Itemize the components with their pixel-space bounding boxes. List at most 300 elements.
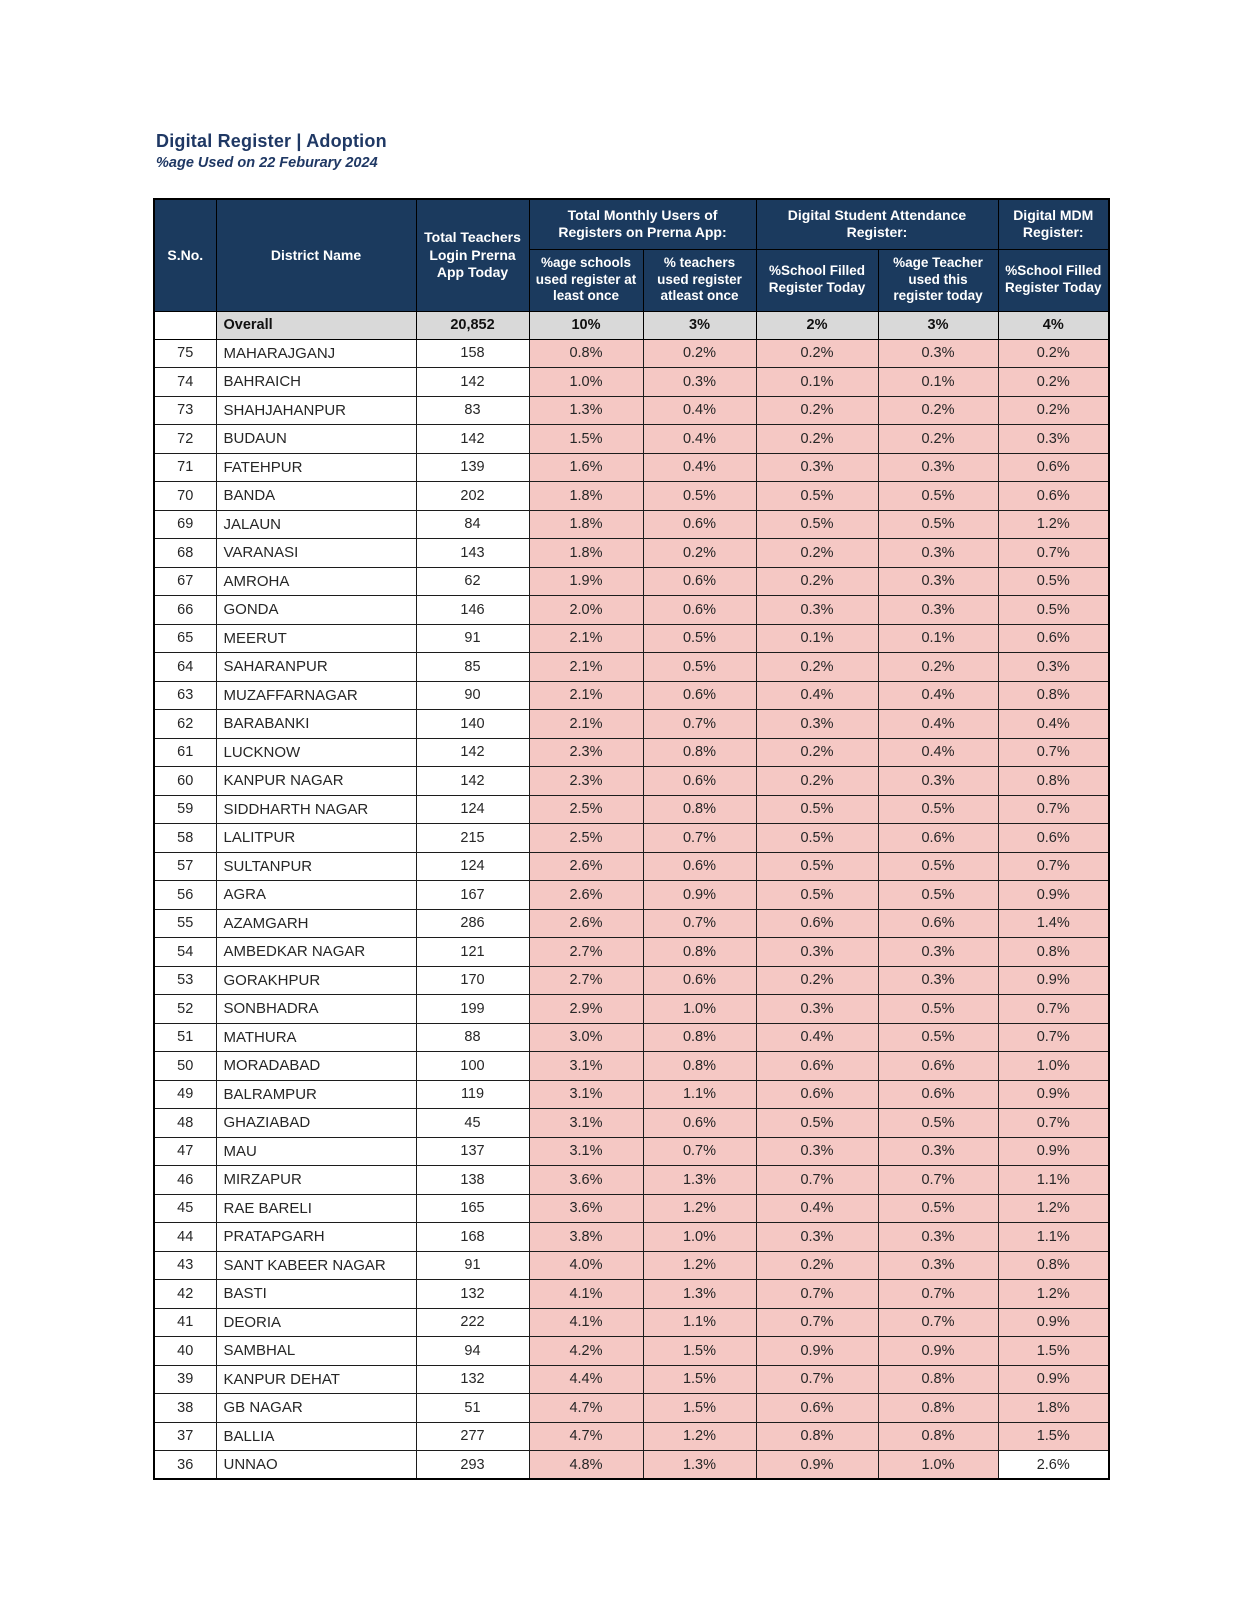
table-row (154, 1052, 1109, 1081)
value-cell: 2.7% (529, 966, 643, 995)
value-cell: 0.8% (529, 339, 643, 368)
district-cell: JALAUN (216, 510, 416, 539)
value-cell: 0.7% (756, 1280, 878, 1309)
table-row (154, 824, 1109, 853)
value-cell: 0.6% (756, 909, 878, 938)
sno-cell: 74 (154, 368, 216, 397)
district-cell: BAHRAICH (216, 368, 416, 397)
sno-cell: 36 (154, 1451, 216, 1480)
teachers-cell: 142 (416, 368, 529, 397)
table-header (154, 199, 1109, 311)
sno-cell: 56 (154, 881, 216, 910)
district-cell: KANPUR DEHAT (216, 1365, 416, 1394)
value-cell: 1.5% (643, 1337, 756, 1366)
value-cell: 0.3% (878, 1137, 998, 1166)
district-cell: BUDAUN (216, 425, 416, 454)
value-cell: 0.3% (756, 1137, 878, 1166)
table-row (154, 681, 1109, 710)
teachers-cell: 88 (416, 1023, 529, 1052)
value-cell: 1.1% (998, 1166, 1109, 1195)
value-cell: 2.5% (529, 795, 643, 824)
teachers-cell: 90 (416, 681, 529, 710)
teachers-cell: 143 (416, 539, 529, 568)
value-cell: 0.1% (756, 624, 878, 653)
value-cell: 0.3% (878, 1251, 998, 1280)
table-row (154, 881, 1109, 910)
value-cell: 0.3% (998, 653, 1109, 682)
value-cell: 0.8% (643, 1023, 756, 1052)
table-row (154, 1365, 1109, 1394)
value-cell: 0.9% (643, 881, 756, 910)
col-header-district: District Name (216, 199, 416, 311)
value-cell: 0.3% (756, 1223, 878, 1252)
table-row (154, 710, 1109, 739)
district-cell: BARABANKI (216, 710, 416, 739)
table-row (154, 938, 1109, 967)
sno-cell: 62 (154, 710, 216, 739)
overall-value: 3% (643, 311, 756, 339)
district-cell: BASTI (216, 1280, 416, 1309)
value-cell: 1.8% (529, 510, 643, 539)
table-row (154, 1308, 1109, 1337)
table-body (154, 339, 1109, 1479)
value-cell: 0.6% (998, 624, 1109, 653)
value-cell: 0.5% (878, 795, 998, 824)
value-cell: 2.5% (529, 824, 643, 853)
col-header-schools-used-once: %age schools used register at least once (529, 249, 643, 311)
value-cell: 0.2% (756, 767, 878, 796)
sno-cell: 54 (154, 938, 216, 967)
sno-cell: 41 (154, 1308, 216, 1337)
value-cell: 0.5% (878, 852, 998, 881)
value-cell: 0.9% (756, 1451, 878, 1480)
teachers-cell: 170 (416, 966, 529, 995)
district-cell: SANT KABEER NAGAR (216, 1251, 416, 1280)
value-cell: 0.4% (643, 396, 756, 425)
teachers-cell: 142 (416, 425, 529, 454)
sno-cell: 60 (154, 767, 216, 796)
sno-cell: 64 (154, 653, 216, 682)
value-cell: 0.6% (756, 1394, 878, 1423)
value-cell: 0.3% (756, 710, 878, 739)
value-cell: 0.7% (878, 1308, 998, 1337)
table-row (154, 453, 1109, 482)
table-row (154, 596, 1109, 625)
sno-cell: 38 (154, 1394, 216, 1423)
value-cell: 0.1% (878, 624, 998, 653)
table-row (154, 339, 1109, 368)
value-cell: 1.0% (878, 1451, 998, 1480)
district-cell: AGRA (216, 881, 416, 910)
value-cell: 4.0% (529, 1251, 643, 1280)
sno-cell: 45 (154, 1194, 216, 1223)
value-cell: 0.8% (756, 1422, 878, 1451)
teachers-cell: 45 (416, 1109, 529, 1138)
table-row (154, 510, 1109, 539)
teachers-cell: 51 (416, 1394, 529, 1423)
value-cell: 3.6% (529, 1166, 643, 1195)
value-cell: 0.6% (643, 510, 756, 539)
value-cell: 1.0% (643, 1223, 756, 1252)
value-cell: 2.1% (529, 681, 643, 710)
district-cell: MATHURA (216, 1023, 416, 1052)
teachers-cell: 85 (416, 653, 529, 682)
group-header-mdm-register: Digital MDM Register: (998, 199, 1109, 249)
sno-cell: 71 (154, 453, 216, 482)
sno-cell: 37 (154, 1422, 216, 1451)
table-row (154, 624, 1109, 653)
value-cell: 0.5% (643, 653, 756, 682)
sno-cell: 52 (154, 995, 216, 1024)
overall-sno-cell (154, 311, 216, 339)
value-cell: 4.7% (529, 1394, 643, 1423)
teachers-cell: 142 (416, 767, 529, 796)
table-row (154, 368, 1109, 397)
sno-cell: 57 (154, 852, 216, 881)
value-cell: 1.5% (643, 1394, 756, 1423)
report-title-block (156, 131, 387, 171)
table-row (154, 1251, 1109, 1280)
district-cell: LALITPUR (216, 824, 416, 853)
sno-cell: 66 (154, 596, 216, 625)
value-cell: 0.4% (878, 738, 998, 767)
district-cell: MUZAFFARNAGAR (216, 681, 416, 710)
page-subtitle: %age Used on 22 Feburary 2024 (156, 155, 378, 171)
value-cell: 0.9% (998, 881, 1109, 910)
value-cell: 2.6% (529, 881, 643, 910)
district-cell: BALRAMPUR (216, 1080, 416, 1109)
district-cell: GONDA (216, 596, 416, 625)
value-cell: 4.1% (529, 1308, 643, 1337)
teachers-cell: 146 (416, 596, 529, 625)
district-cell: SIDDHARTH NAGAR (216, 795, 416, 824)
district-cell: PRATAPGARH (216, 1223, 416, 1252)
value-cell: 0.5% (878, 482, 998, 511)
header-group-row (154, 199, 1109, 249)
table-row (154, 795, 1109, 824)
teachers-cell: 124 (416, 795, 529, 824)
value-cell: 0.6% (643, 1109, 756, 1138)
value-cell: 4.7% (529, 1422, 643, 1451)
district-cell: MORADABAD (216, 1052, 416, 1081)
value-cell: 2.1% (529, 624, 643, 653)
value-cell: 2.3% (529, 767, 643, 796)
value-cell: 0.5% (878, 510, 998, 539)
value-cell: 0.3% (756, 453, 878, 482)
value-cell: 0.9% (878, 1337, 998, 1366)
district-cell: SHAHJAHANPUR (216, 396, 416, 425)
value-cell: 0.6% (643, 966, 756, 995)
value-cell: 0.7% (756, 1308, 878, 1337)
teachers-cell: 202 (416, 482, 529, 511)
value-cell: 0.9% (756, 1337, 878, 1366)
table-row (154, 425, 1109, 454)
table-row (154, 738, 1109, 767)
teachers-cell: 140 (416, 710, 529, 739)
value-cell: 0.7% (756, 1166, 878, 1195)
value-cell: 0.8% (998, 938, 1109, 967)
teachers-cell: 165 (416, 1194, 529, 1223)
value-cell: 1.1% (643, 1080, 756, 1109)
table-row (154, 1166, 1109, 1195)
sno-cell: 39 (154, 1365, 216, 1394)
value-cell: 1.1% (998, 1223, 1109, 1252)
district-cell: KANPUR NAGAR (216, 767, 416, 796)
value-cell: 0.9% (998, 1137, 1109, 1166)
value-cell: 0.2% (756, 653, 878, 682)
sno-cell: 55 (154, 909, 216, 938)
value-cell: 1.5% (998, 1422, 1109, 1451)
value-cell: 0.6% (878, 1052, 998, 1081)
group-header-attendance-register: Digital Student Attendance Register: (756, 199, 998, 249)
value-cell: 0.2% (643, 339, 756, 368)
value-cell: 0.8% (643, 938, 756, 967)
value-cell: 0.6% (643, 596, 756, 625)
district-cell: BANDA (216, 482, 416, 511)
district-cell: VARANASI (216, 539, 416, 568)
value-cell: 0.5% (878, 1023, 998, 1052)
col-header-teachers-used-once: % teachers used register atleast once (643, 249, 756, 311)
sno-cell: 43 (154, 1251, 216, 1280)
sno-cell: 40 (154, 1337, 216, 1366)
teachers-cell: 139 (416, 453, 529, 482)
value-cell: 0.5% (756, 482, 878, 511)
value-cell: 0.6% (998, 824, 1109, 853)
sno-cell: 44 (154, 1223, 216, 1252)
teachers-cell: 138 (416, 1166, 529, 1195)
table-row (154, 1280, 1109, 1309)
sno-cell: 63 (154, 681, 216, 710)
value-cell: 0.7% (643, 909, 756, 938)
sno-cell: 67 (154, 567, 216, 596)
value-cell: 1.3% (643, 1166, 756, 1195)
district-cell: MIRZAPUR (216, 1166, 416, 1195)
table-row (154, 1394, 1109, 1423)
sno-cell: 46 (154, 1166, 216, 1195)
value-cell: 1.5% (643, 1365, 756, 1394)
value-cell: 0.1% (878, 368, 998, 397)
value-cell: 0.1% (756, 368, 878, 397)
value-cell: 1.5% (529, 425, 643, 454)
value-cell: 1.0% (643, 995, 756, 1024)
table-row (154, 539, 1109, 568)
value-cell: 0.6% (643, 567, 756, 596)
value-cell: 2.6% (998, 1451, 1109, 1480)
value-cell: 4.4% (529, 1365, 643, 1394)
district-cell: BALLIA (216, 1422, 416, 1451)
value-cell: 0.4% (998, 710, 1109, 739)
teachers-cell: 91 (416, 624, 529, 653)
value-cell: 0.6% (998, 453, 1109, 482)
value-cell: 0.5% (878, 1194, 998, 1223)
value-cell: 1.0% (529, 368, 643, 397)
value-cell: 3.8% (529, 1223, 643, 1252)
teachers-cell: 293 (416, 1451, 529, 1480)
district-cell: MAHARAJGANJ (216, 339, 416, 368)
value-cell: 2.3% (529, 738, 643, 767)
value-cell: 0.5% (878, 1109, 998, 1138)
value-cell: 1.3% (643, 1451, 756, 1480)
overall-value: 2% (756, 311, 878, 339)
table-row (154, 1023, 1109, 1052)
value-cell: 1.6% (529, 453, 643, 482)
col-header-school-filled-attendance: %School Filled Register Today (756, 249, 878, 311)
value-cell: 1.4% (998, 909, 1109, 938)
table-row (154, 1137, 1109, 1166)
overall-row (154, 311, 1109, 339)
value-cell: 2.7% (529, 938, 643, 967)
overall-value: 10% (529, 311, 643, 339)
value-cell: 2.1% (529, 710, 643, 739)
value-cell: 1.1% (643, 1308, 756, 1337)
table-row (154, 995, 1109, 1024)
teachers-cell: 100 (416, 1052, 529, 1081)
sno-cell: 58 (154, 824, 216, 853)
teachers-cell: 137 (416, 1137, 529, 1166)
value-cell: 1.2% (998, 1280, 1109, 1309)
district-cell: SAHARANPUR (216, 653, 416, 682)
district-cell: AMROHA (216, 567, 416, 596)
district-cell: SULTANPUR (216, 852, 416, 881)
value-cell: 0.4% (756, 1023, 878, 1052)
table-row (154, 852, 1109, 881)
col-header-school-filled-mdm: %School Filled Register Today (998, 249, 1109, 311)
table-row (154, 909, 1109, 938)
teachers-cell: 215 (416, 824, 529, 853)
value-cell: 0.2% (756, 966, 878, 995)
value-cell: 1.2% (998, 1194, 1109, 1223)
value-cell: 0.9% (998, 1365, 1109, 1394)
value-cell: 0.5% (756, 1109, 878, 1138)
value-cell: 0.4% (643, 425, 756, 454)
page-title: Digital Register | Adoption (156, 131, 387, 151)
value-cell: 0.6% (643, 767, 756, 796)
value-cell: 1.2% (643, 1251, 756, 1280)
sno-cell: 68 (154, 539, 216, 568)
district-cell: LUCKNOW (216, 738, 416, 767)
value-cell: 0.2% (756, 425, 878, 454)
value-cell: 0.5% (878, 881, 998, 910)
sno-cell: 65 (154, 624, 216, 653)
value-cell: 0.5% (756, 795, 878, 824)
teachers-cell: 132 (416, 1365, 529, 1394)
teachers-cell: 119 (416, 1080, 529, 1109)
value-cell: 0.5% (756, 881, 878, 910)
table-row (154, 1337, 1109, 1366)
teachers-cell: 199 (416, 995, 529, 1024)
district-cell: GHAZIABAD (216, 1109, 416, 1138)
value-cell: 0.6% (756, 1080, 878, 1109)
table-row (154, 567, 1109, 596)
table-row (154, 966, 1109, 995)
value-cell: 0.3% (756, 596, 878, 625)
value-cell: 0.5% (998, 567, 1109, 596)
value-cell: 0.3% (878, 966, 998, 995)
value-cell: 0.3% (878, 339, 998, 368)
sno-cell: 61 (154, 738, 216, 767)
value-cell: 1.2% (998, 510, 1109, 539)
value-cell: 0.7% (998, 1023, 1109, 1052)
teachers-cell: 142 (416, 738, 529, 767)
adoption-table (153, 198, 1110, 1480)
value-cell: 1.3% (643, 1280, 756, 1309)
value-cell: 0.8% (643, 795, 756, 824)
value-cell: 0.8% (998, 681, 1109, 710)
sno-cell: 73 (154, 396, 216, 425)
value-cell: 0.7% (643, 1137, 756, 1166)
value-cell: 0.4% (643, 453, 756, 482)
value-cell: 1.2% (643, 1194, 756, 1223)
value-cell: 0.5% (878, 995, 998, 1024)
value-cell: 0.2% (756, 396, 878, 425)
value-cell: 0.9% (998, 1308, 1109, 1337)
sno-cell: 69 (154, 510, 216, 539)
teachers-cell: 167 (416, 881, 529, 910)
table-row (154, 1080, 1109, 1109)
sno-cell: 70 (154, 482, 216, 511)
table-row (154, 653, 1109, 682)
value-cell: 0.7% (998, 995, 1109, 1024)
value-cell: 0.7% (998, 852, 1109, 881)
value-cell: 4.2% (529, 1337, 643, 1366)
value-cell: 0.3% (878, 767, 998, 796)
teachers-cell: 222 (416, 1308, 529, 1337)
value-cell: 0.6% (878, 909, 998, 938)
district-cell: MAU (216, 1137, 416, 1166)
table-row (154, 1109, 1109, 1138)
value-cell: 0.4% (878, 710, 998, 739)
value-cell: 0.2% (756, 539, 878, 568)
sno-cell: 51 (154, 1023, 216, 1052)
value-cell: 0.2% (756, 738, 878, 767)
value-cell: 0.3% (756, 938, 878, 967)
value-cell: 0.7% (756, 1365, 878, 1394)
table-row (154, 482, 1109, 511)
group-header-monthly-users: Total Monthly Users of Registers on Prerna App: (529, 199, 756, 249)
value-cell: 0.3% (998, 425, 1109, 454)
value-cell: 0.6% (998, 482, 1109, 511)
value-cell: 2.9% (529, 995, 643, 1024)
teachers-cell: 83 (416, 396, 529, 425)
value-cell: 0.2% (643, 539, 756, 568)
value-cell: 0.4% (878, 681, 998, 710)
value-cell: 0.8% (878, 1394, 998, 1423)
value-cell: 0.8% (998, 767, 1109, 796)
value-cell: 3.1% (529, 1137, 643, 1166)
sno-cell: 47 (154, 1137, 216, 1166)
value-cell: 0.2% (998, 396, 1109, 425)
sno-cell: 49 (154, 1080, 216, 1109)
value-cell: 0.7% (643, 710, 756, 739)
value-cell: 0.2% (756, 1251, 878, 1280)
value-cell: 0.2% (756, 567, 878, 596)
sno-cell: 48 (154, 1109, 216, 1138)
value-cell: 0.3% (878, 1223, 998, 1252)
value-cell: 0.4% (756, 681, 878, 710)
value-cell: 4.8% (529, 1451, 643, 1480)
teachers-cell: 286 (416, 909, 529, 938)
value-cell: 0.8% (643, 738, 756, 767)
teachers-cell: 121 (416, 938, 529, 967)
sno-cell: 53 (154, 966, 216, 995)
sno-cell: 50 (154, 1052, 216, 1081)
teachers-cell: 124 (416, 852, 529, 881)
value-cell: 0.3% (756, 995, 878, 1024)
value-cell: 1.8% (529, 482, 643, 511)
value-cell: 0.2% (998, 368, 1109, 397)
table-row (154, 396, 1109, 425)
value-cell: 0.2% (756, 339, 878, 368)
